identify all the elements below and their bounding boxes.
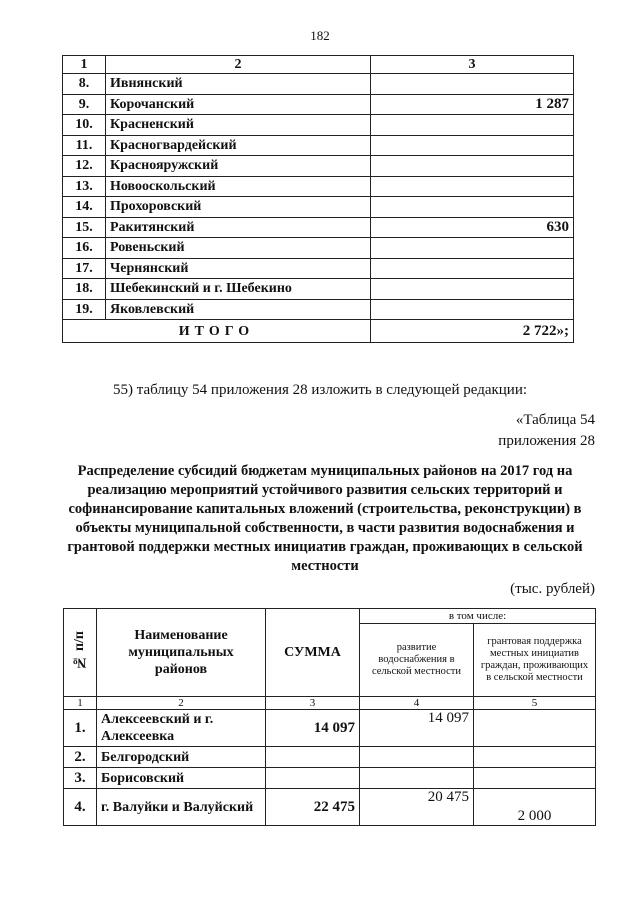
district-name: г. Валуйки и Валуйский bbox=[97, 789, 266, 826]
amendment-paragraph: 55) таблицу 54 приложения 28 изложить в следующей редакции: bbox=[112, 382, 528, 398]
table-row bbox=[63, 135, 574, 156]
district-value: 630 bbox=[371, 217, 574, 238]
col-num-2: 2 bbox=[97, 697, 266, 710]
grant-value bbox=[474, 710, 596, 747]
district-name: Ровеньский bbox=[106, 238, 371, 259]
table-row bbox=[64, 768, 596, 789]
district-value bbox=[371, 74, 574, 95]
units-label: (тыс. рублей) bbox=[510, 581, 595, 597]
table-header-row bbox=[63, 56, 574, 74]
col-num-3: 3 bbox=[266, 697, 360, 710]
district-value bbox=[371, 176, 574, 197]
district-value: 1 287 bbox=[371, 94, 574, 115]
district-name: Шебекинский и г. Шебекино bbox=[106, 279, 371, 300]
table-row bbox=[64, 747, 596, 768]
header-col-1: 1 bbox=[63, 56, 106, 74]
district-value bbox=[371, 258, 574, 279]
row-number: 17. bbox=[63, 258, 106, 279]
table-row bbox=[63, 197, 574, 218]
district-name: Красногвардейский bbox=[106, 135, 371, 156]
district-name: Корочанский bbox=[106, 94, 371, 115]
table-row bbox=[63, 217, 574, 238]
document-title: Распределение субсидий бюджетам муниципальных районов на 2017 год на реализацию мероприятий устойчивого развития сельских территорий и софинансирование капитальных вложений (строительства, реконструкции) в объекты муниципальной собственности, в части развития водоснабжения и грантовой поддержки местных инициатив граждан, проживающих в сельской местности bbox=[67, 463, 583, 574]
row-number: 14. bbox=[63, 197, 106, 218]
row-number: 10. bbox=[63, 115, 106, 136]
row-number: 4. bbox=[64, 789, 97, 826]
row-number: 8. bbox=[63, 74, 106, 95]
table-row bbox=[63, 94, 574, 115]
row-number: 2. bbox=[64, 747, 97, 768]
table-row bbox=[63, 156, 574, 177]
table-ref-line-2: приложения 28 bbox=[498, 433, 595, 449]
district-name: Ракитянский bbox=[106, 217, 371, 238]
total-value: 2 722»; bbox=[371, 320, 574, 343]
district-value bbox=[371, 156, 574, 177]
table-row bbox=[63, 238, 574, 259]
district-name: Белгородский bbox=[97, 747, 266, 768]
district-name: Яковлевский bbox=[106, 299, 371, 320]
table-row bbox=[63, 176, 574, 197]
num-header bbox=[64, 609, 97, 697]
row-number: 13. bbox=[63, 176, 106, 197]
table-row bbox=[63, 258, 574, 279]
table-row bbox=[63, 299, 574, 320]
district-value bbox=[371, 279, 574, 300]
district-name: Ивнянский bbox=[106, 74, 371, 95]
table-reference bbox=[498, 410, 595, 452]
col-num-4: 4 bbox=[360, 697, 474, 710]
page-number: 182 bbox=[310, 28, 330, 43]
table-row bbox=[63, 115, 574, 136]
district-name: Новооскольский bbox=[106, 176, 371, 197]
row-number: 18. bbox=[63, 279, 106, 300]
district-value bbox=[371, 115, 574, 136]
row-number: 19. bbox=[63, 299, 106, 320]
col-num-5: 5 bbox=[474, 697, 596, 710]
grant-value bbox=[474, 747, 596, 768]
row-number: 9. bbox=[63, 94, 106, 115]
table-ref-line-1: «Таблица 54 bbox=[515, 412, 595, 428]
sum-value bbox=[266, 747, 360, 768]
district-name: Алексеевский и г. Алексеевка bbox=[97, 710, 266, 747]
sum-header: СУММА bbox=[266, 609, 360, 697]
water-value: 14 097 bbox=[360, 710, 474, 747]
row-number: 3. bbox=[64, 768, 97, 789]
grant-value: 2 000 bbox=[474, 789, 596, 826]
table-row bbox=[63, 74, 574, 95]
table-row bbox=[64, 710, 596, 747]
table-row bbox=[64, 789, 596, 826]
col-num-1: 1 bbox=[64, 697, 97, 710]
header-col-2: 2 bbox=[106, 56, 371, 74]
row-number: 1. bbox=[64, 710, 97, 747]
water-value: 20 475 bbox=[360, 789, 474, 826]
grant-header: грантовая поддержка местных инициатив граждан, проживающих в сельской местности bbox=[474, 624, 596, 697]
district-name: Красненский bbox=[106, 115, 371, 136]
row-number: 12. bbox=[63, 156, 106, 177]
district-value bbox=[371, 197, 574, 218]
num-header-text: № п/п bbox=[72, 631, 87, 670]
district-value bbox=[371, 135, 574, 156]
header-col-3: 3 bbox=[371, 56, 574, 74]
water-value bbox=[360, 747, 474, 768]
name-header: Наименование муниципальных районов bbox=[97, 609, 266, 697]
sum-value: 14 097 bbox=[266, 710, 360, 747]
row-number: 11. bbox=[63, 135, 106, 156]
sum-value bbox=[266, 768, 360, 789]
total-label: ИТОГО bbox=[63, 320, 371, 343]
total-row bbox=[63, 320, 574, 343]
district-name: Прохоровский bbox=[106, 197, 371, 218]
row-number: 15. bbox=[63, 217, 106, 238]
district-value bbox=[371, 299, 574, 320]
district-name: Чернянский bbox=[106, 258, 371, 279]
including-header: в том числе: bbox=[360, 609, 596, 624]
subsidies-table bbox=[63, 608, 596, 826]
water-value bbox=[360, 768, 474, 789]
row-number: 16. bbox=[63, 238, 106, 259]
table-row bbox=[63, 279, 574, 300]
district-value bbox=[371, 238, 574, 259]
district-name: Борисовский bbox=[97, 768, 266, 789]
header-row-1 bbox=[64, 609, 596, 624]
sum-value: 22 475 bbox=[266, 789, 360, 826]
grant-value bbox=[474, 768, 596, 789]
column-numbers-row bbox=[64, 697, 596, 710]
water-header: развитие водоснабжения в сельской местности bbox=[360, 624, 474, 697]
districts-table-continued bbox=[62, 55, 574, 343]
district-name: Краснояружский bbox=[106, 156, 371, 177]
